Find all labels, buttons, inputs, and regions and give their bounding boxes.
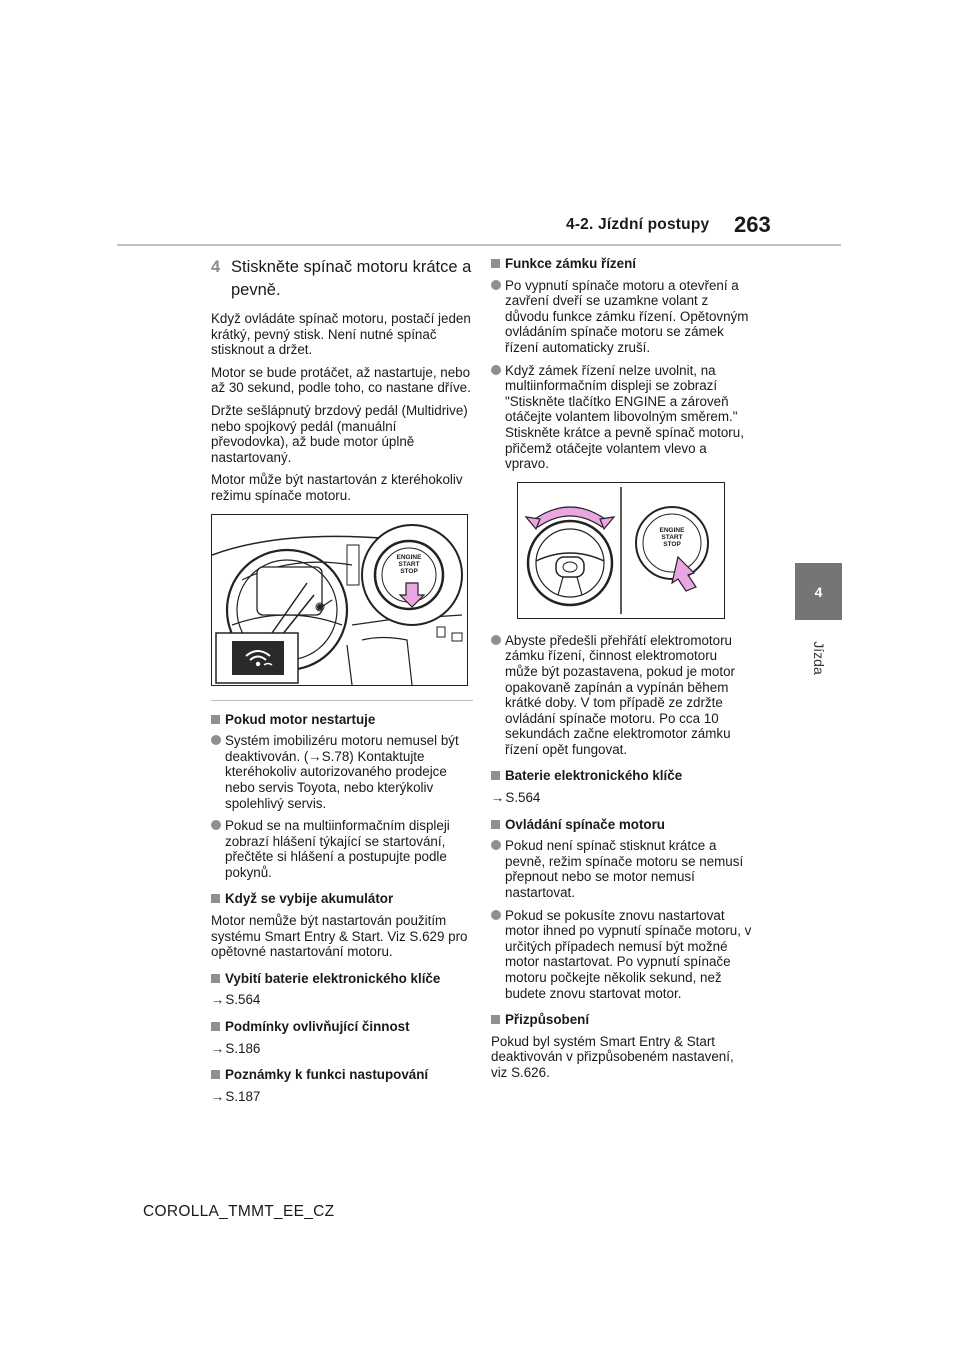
page-number: 263 [734,212,771,237]
bullet-item [491,908,753,1002]
bullet-text: Systém imobilizéru motoru nemusel být deaktivován. (→S.78) Kontaktujte kteréhokoliv autorizovaného prodejce nebo servis Toyota, nebo kterýkoliv spolehlivý servis. [225,733,459,811]
bullet-item [491,633,753,758]
bullet-item [491,278,753,356]
section-heading [211,1019,473,1035]
square-bullet-icon [491,771,500,780]
paragraph: Motor může být nastartován z kteréhokoliv režimu spínače motoru. [211,472,463,503]
paragraph: Motor se bude protáčet, až nastartuje, nebo až 30 sekund, podle toho, co nastane dříve. [211,364,471,396]
arrow-right-icon: → [211,1088,225,1104]
chapter-label-text: Jízda [811,641,827,675]
heading-text: Vybití baterie elektronického klíče [225,970,441,986]
heading-text: Podmínky ovlivňující činnost [225,1019,410,1035]
page-reference[interactable] [211,992,473,1008]
steering-lock-figure [517,482,725,619]
button-line: STOP [663,540,681,548]
section-heading [211,712,473,728]
circle-bullet-icon [491,635,501,645]
section-heading [491,817,753,833]
button-line: STOP [400,567,418,575]
step-4 [211,256,473,302]
engine-start-stop-label [656,527,688,548]
button-line: ENGINE [396,553,422,561]
button-line: START [398,560,420,568]
bullet-item [211,818,473,880]
circle-bullet-icon [491,365,501,375]
square-bullet-icon [211,894,220,903]
arrow-right-icon: → [491,790,505,806]
engine-start-stop-label [393,554,425,575]
heading-text: Ovládání spínače motoru [505,816,665,832]
section-heading [491,1012,753,1028]
reference-text: S.564 [225,992,261,1008]
paragraph: Když ovládáte spínač motoru, postačí jeden krátký, pevný stisk. Není nutné spínač stisknout a držet. [211,311,471,358]
square-bullet-icon [491,259,500,268]
square-bullet-icon [211,1070,220,1079]
reference-text: S.187 [225,1088,261,1104]
section-heading [491,256,753,272]
section-title: 4-2. Jízdní postupy [566,216,710,233]
button-line: START [661,533,683,541]
circle-bullet-icon [491,910,501,920]
paragraph: Držte sešlápnutý brzdový pedál (Multidrive) nebo spojkový pedál (manuální převodovka), až bude motor úplně nastartovaný. [211,402,468,465]
section-heading [211,891,473,907]
circle-bullet-icon [211,820,221,830]
bullet-text: Když zámek řízení nelze uvolnit, na multiinformačním displeji se zobrazí "Stiskněte tlačítko ENGINE a zároveň otáčejte volantem libovolným směrem." Stiskněte krátce a pevně spínač motoru, přičemž otáčejte volantem vlevo a vpravo. [505,362,744,472]
chapter-label [804,628,834,688]
reference-text: S.564 [505,790,541,806]
bullet-text: Pokud není spínač stisknut krátce a pevně, režim spínače motoru se nemusí přepnout nebo se motor nemusí nastartovat. [505,838,744,901]
chapter-tab[interactable] [795,563,842,620]
heading-text: Když se vybije akumulátor [225,891,394,907]
heading-text: Funkce zámku řízení [505,256,636,271]
page-reference[interactable] [491,790,753,806]
circle-bullet-icon [211,735,221,745]
dashboard-illustration [212,515,467,685]
left-column [211,256,473,1111]
step-number: 4 [211,258,221,276]
heading-text: Přizpůsobení [505,1012,590,1028]
page-reference[interactable] [211,1041,473,1057]
square-bullet-icon [211,1022,220,1031]
footer-model-code: COROLLA_TMMT_EE_CZ [143,1203,335,1220]
arrow-right-icon: → [211,992,225,1008]
arrow-right-icon: → [211,1040,225,1056]
reference-text: S.186 [225,1040,261,1056]
page-reference[interactable] [211,1089,473,1105]
right-column [491,256,753,1088]
bullet-text: Pokud se na multiinformačním displeji zobrazí hlášení týkající se startování, přečtěte si hlášení a postupujte podle pokynů. [225,818,450,880]
bullet-item [491,363,753,472]
circle-bullet-icon [491,840,501,850]
heading-text: Baterie elektronického klíče [505,768,683,784]
square-bullet-icon [211,974,220,983]
square-bullet-icon [491,820,500,829]
section-heading [211,971,473,987]
section-text: Motor nemůže být nastartován použitím systému Smart Entry & Start. Viz S.629 pro opětovné nastartování motoru. [211,913,468,960]
heading-text: Poznámky k funkci nastupování [225,1067,429,1083]
heading-text: Pokud motor nestartuje [225,711,376,727]
chapter-number: 4 [814,583,823,600]
step-text: Stiskněte spínač motoru krátce a pevně. [231,258,472,299]
dashboard-figure [211,514,468,686]
bullet-text: Abyste předešli přehřátí elektromotoru zámku řízení, činnost elektromotoru může být pozastavena, pokud je motor opakovaně zapínán a vypínán během krátké doby. V tom případě ze zdržte ovládání spínače motoru. Po cca 10 sekundách začne elektromotor zámku řízení opět fungovat. [505,632,736,757]
bullet-text: Pokud se pokusíte znovu nastartovat motor ihned po vypnutí spínače motoru, v určitých případech nemusí být možné motor nastartovat. Po vypnutí spínače motoru počkejte několik sekund, než budete znovu startovat motor. [505,907,752,1001]
button-line: ENGINE [659,526,685,534]
section-heading [491,768,753,784]
circle-bullet-icon [491,280,501,290]
steering-illustration [518,483,724,618]
header-divider [117,244,841,246]
square-bullet-icon [491,1015,500,1024]
square-bullet-icon [211,715,220,724]
figure-divider [211,700,473,701]
bullet-item [211,733,473,811]
bullet-text: Po vypnutí spínače motoru a otevření a zavření dveří se uzamkne volant z důvodu funkce zámku řízení. Opětovným ovládáním spínače motoru se zámek řízení automaticky zruší. [505,277,749,355]
section-heading [211,1067,473,1083]
section-text: Pokud byl systém Smart Entry & Start deaktivován v přizpůsobeném nastavení, viz S.626. [491,1033,734,1080]
bullet-item [491,838,753,900]
